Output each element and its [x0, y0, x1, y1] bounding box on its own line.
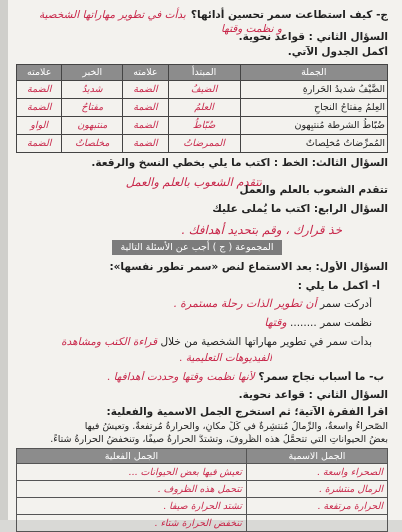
col-nominal: الجمل الاسمية — [246, 449, 387, 464]
cell-answer: شديدُ — [62, 81, 123, 99]
section4-title: السؤال الرابع: اكتب ما يُملى عليك — [212, 203, 388, 215]
cell-answer: الضمة — [123, 117, 168, 135]
part-a-item-2: نظمت سمر ........ وقتها — [264, 316, 372, 329]
col-predicate: الخبر — [62, 65, 123, 81]
table-row — [17, 117, 388, 135]
section3-hw: تتقدم الشعوب بالعلم والعمل — [125, 175, 262, 189]
sentences-table — [16, 448, 388, 532]
question-c-answer: بدأت في تطوير مهاراتها الشخصية — [39, 9, 186, 21]
cell-answer: العلمُ — [168, 99, 240, 117]
table-row — [17, 515, 388, 532]
cell-verbal: تشتد الحرارة صيفا . — [17, 498, 247, 515]
cell-answer: الضيفُ — [168, 81, 240, 99]
grammar-question-title: السؤال الثاني : قواعد نحوية. — [238, 389, 388, 401]
item-answer: وقتها — [264, 316, 287, 329]
col-verbal: الجمل الفعلية — [17, 449, 247, 464]
cell-answer: الممرضاتُ — [168, 135, 240, 153]
col-subject-mark: علامته — [123, 65, 168, 81]
part-b-label: ب- ما أسباب نجاح سمر؟ — [258, 371, 384, 383]
part-b-answer: لأنها نظمت وقتها وحددت أهدافها . — [106, 371, 255, 383]
grammar-table-header — [17, 65, 388, 81]
cell-answer: منتبهون — [62, 117, 123, 135]
table-row — [17, 498, 388, 515]
reading-instruction: اقرأ الفقرة الآتية؛ ثم استخرج الجمل الاسمية والفعلية: — [106, 406, 388, 418]
cell-nominal: الصحراء واسعة . — [246, 464, 387, 481]
item-answer: أن تطوير الذات رحلة مستمرة . — [173, 297, 317, 310]
item-text: أدركت سمر — [320, 298, 372, 310]
listening-question-title: السؤال الأول: بعد الاستماع لنص «سمر تطور نفسها»: — [109, 261, 388, 273]
section4-dictation — [14, 219, 342, 238]
item-answer: الفيديوهات التعليمية . — [179, 352, 272, 364]
cell-sentence: المُمرِّضاتُ مُخلِصاتٌ — [240, 135, 387, 153]
col-predicate-mark: علامته — [17, 65, 62, 81]
group-c-banner: المجموعة ( ج ) أجب عن الأسئلة التالية — [112, 240, 282, 255]
table-row — [17, 81, 388, 99]
cell-nominal — [246, 515, 387, 532]
cell-verbal: تعيش فيها بعض الحيوانات ... — [17, 464, 247, 481]
table-row — [17, 481, 388, 498]
cell-sentence: الضَّيْفُ شديدُ الحَرارةِ — [240, 81, 387, 99]
cell-answer: الضمة — [123, 99, 168, 117]
part-a-title: أ- أكمل ما يلي : — [297, 280, 380, 292]
binding-edge — [0, 0, 8, 520]
paragraph-line-1: الصّحراءُ واسعةٌ، والرِّمالُ مُنتشِرةٌ في كُلِّ مكانٍ، والحرارةُ مُرتفعةٌ. وتعيشُ فيها — [84, 421, 388, 432]
part-a-item-1 — [14, 297, 372, 310]
section4-hw: خذ قرارك ، وقم بتحديد أهدافك . — [181, 223, 342, 237]
cell-answer: مفتاحُ — [62, 99, 123, 117]
item-text: نظمت سمر — [320, 317, 372, 329]
paragraph-line-2: بعضُ الحيواناتِ التي تتحمَّلُ هذه الظُّروفَ، وتشتدُّ الحرارةُ صيفًا، وتنخفضُ الحرارةُ شتاءً. — [50, 434, 388, 445]
grammar-table — [16, 64, 388, 153]
sentences-table-header — [17, 449, 388, 464]
col-sentence: الجملة — [240, 65, 387, 81]
cell-answer: الضمة — [17, 99, 62, 117]
cell-answer: مخلصاتٌ — [62, 135, 123, 153]
cell-answer: الضمة — [17, 135, 62, 153]
cell-answer: ضُبّاطُ — [168, 117, 240, 135]
cell-verbal: تتحمل هذه الظروف . — [17, 481, 247, 498]
cell-answer: الضمة — [17, 81, 62, 99]
table-row — [17, 135, 388, 153]
cell-nominal: الحرارة مرتفعة . — [246, 498, 387, 515]
cell-nominal: الرمال منتشرة . — [246, 481, 387, 498]
col-subject: المبتدأ — [168, 65, 240, 81]
table-row — [17, 99, 388, 117]
section2-subtitle: أكمل الجدول الآتي. — [287, 46, 388, 58]
cell-answer: الضمة — [123, 135, 168, 153]
section3-text: تتقدم الشعوب بالعلم والعمل — [239, 184, 388, 196]
part-b-title — [14, 371, 384, 383]
cell-answer: الضمة — [123, 81, 168, 99]
section3-title: السؤال الثالث: الخط : اكتب ما يلي بخطي النسخ والرقعة. — [91, 157, 388, 169]
cell-sentence: العِلمُ مِفتاحُ النجاحِ — [240, 99, 387, 117]
cell-sentence: ضُبّاطُ الشرطة مُنتبِهون — [240, 117, 387, 135]
item-text: بدأت سمر في تطوير مهاراتها الشخصية من خلال — [160, 336, 372, 348]
cell-verbal: تنخفض الحرارة شتاء . — [17, 515, 247, 532]
question-c-label: ج- كيف استطاعت سمر تحسين أدائها؟ — [190, 9, 388, 21]
part-a-item-3 — [14, 336, 372, 348]
part-a-item-3-cont — [14, 352, 272, 364]
question-c-answer2: و نظمت وقتها — [221, 23, 282, 35]
item-answer: قراءة الكتب ومشاهدة — [61, 336, 158, 348]
section2-title: السؤال الثاني : قواعد نحوية. — [238, 31, 388, 43]
table-row — [17, 464, 388, 481]
cell-answer: الواو — [17, 117, 62, 135]
